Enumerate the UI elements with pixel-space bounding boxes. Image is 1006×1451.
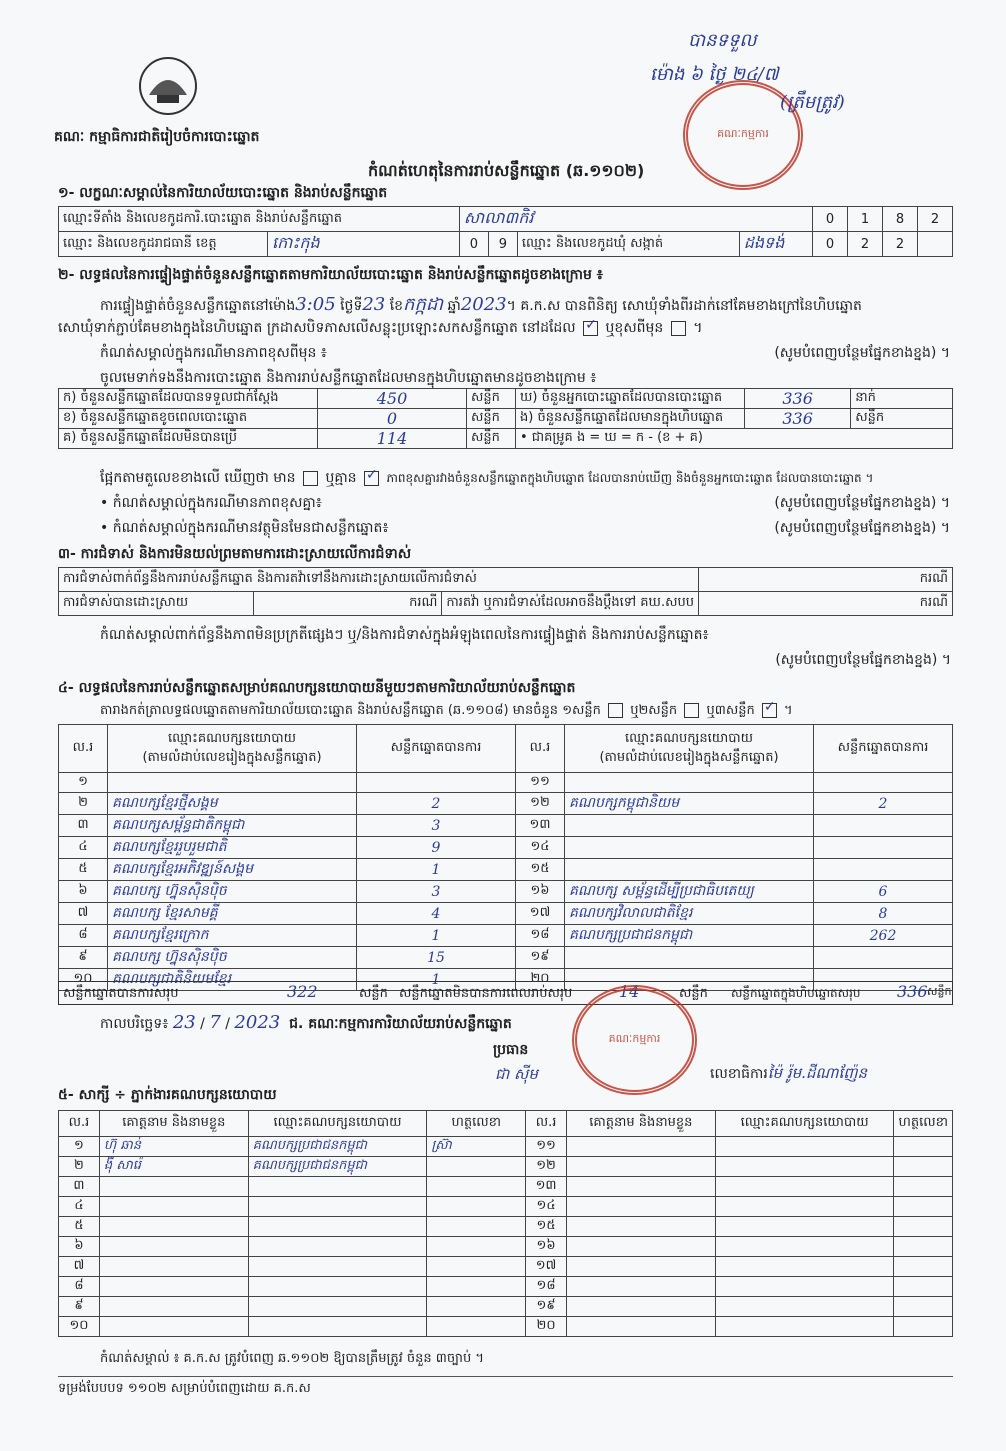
- same-checkbox[interactable]: [583, 321, 598, 336]
- col-votes-left: សន្លឹកឆ្នោតបានការ: [357, 725, 516, 773]
- compare-prefix: ផ្អែកតាមតួលេខខាងលើ ឃើញថា មាន: [100, 470, 296, 486]
- result-party: គណបក្ស ហ្វ៊ុនស៊ិនប៉ិច: [108, 881, 357, 903]
- witness-party: [248, 1297, 427, 1317]
- result-party: គណបក្សសម្ព័ន្ធជាតិកម្ពុជា: [108, 815, 357, 837]
- attach-three: ឬ៣សន្លឹក: [706, 703, 755, 718]
- col-party-left: [108, 725, 357, 773]
- result-party: គណបក្សខ្មែររួបរួមជាតិ: [108, 837, 357, 859]
- witness-no: ១៧: [526, 1257, 567, 1277]
- witness-name: ង៉ី សារ៉េ: [99, 1157, 248, 1177]
- witness-no: ១៤: [526, 1197, 567, 1217]
- spoiled-ballots-label: ខ) ចំនួនសន្លឹកឆ្នោតខូចពេលបោះឆ្នោត: [59, 409, 318, 429]
- witness-no: ៣: [59, 1177, 100, 1197]
- result-party: [565, 947, 814, 969]
- witness-signature: [427, 1257, 526, 1277]
- commune-code-1: 0: [813, 232, 848, 257]
- witness-name: [99, 1317, 248, 1337]
- witness-signature: [427, 1157, 526, 1177]
- table-row: [59, 1217, 953, 1237]
- col-party-left-sub: (តាមលំដាប់លេខរៀងក្នុងសន្លឹកឆ្នោត): [142, 749, 322, 765]
- col-no-left: ល.រ: [59, 725, 108, 773]
- results-table: [58, 724, 953, 991]
- witness-signature: [427, 1217, 526, 1237]
- witness-party: [248, 1277, 427, 1297]
- commune-label: ឈ្មោះ និងលេខកូដឃុំ សង្កាត់: [517, 232, 739, 257]
- location-value: សាលា៣កិវ: [459, 207, 812, 232]
- year-value: 2023: [460, 294, 507, 315]
- table-row: [59, 1277, 953, 1297]
- result-no: ១៩: [516, 947, 565, 969]
- witness-party: [715, 1297, 894, 1317]
- result-no: ៩: [59, 947, 108, 969]
- witness-name: [567, 1237, 716, 1257]
- witness-party: [248, 1237, 427, 1257]
- witness-name: [567, 1197, 716, 1217]
- witness-no: ២: [59, 1157, 100, 1177]
- box-ballots-label: ង) ចំនួនសន្លឹកឆ្នោតដែលមានក្នុងហិបឆ្នោត: [516, 409, 745, 429]
- total-invalid-value: 14: [619, 982, 640, 1001]
- witness-no: ១២: [526, 1157, 567, 1177]
- table-row: [59, 947, 953, 969]
- complaint-resolved-case: ករណី: [253, 592, 442, 616]
- bullet-foreign: [100, 518, 950, 539]
- witness-name: [99, 1177, 248, 1197]
- complaint-counting-label: ការជំទាស់ពាក់ព័ន្ធនឹងការរាប់សន្លឹកឆ្នោត និងការតវ៉ាទៅនឹងការដោះស្រាយលើការជំទាស់: [59, 568, 699, 592]
- witness-party: [248, 1177, 427, 1197]
- result-no: ១៧: [516, 903, 565, 925]
- result-no: ៦: [59, 881, 108, 903]
- result-no: ១៤: [516, 837, 565, 859]
- total-box-label: សន្លឹកឆ្នោតក្នុងហិបឆ្នោតសរុប: [731, 986, 861, 1000]
- table-row: [59, 1297, 953, 1317]
- w-col-party-right: ឈ្មោះគណបក្សនយោបាយ: [715, 1111, 894, 1137]
- table-row: [59, 1197, 953, 1217]
- witness-name: [567, 1297, 716, 1317]
- witness-table: [58, 1110, 953, 1337]
- fill-back-note-4: (សូមបំពេញបន្ថែមផ្នែកខាងខ្នង) ។: [775, 652, 951, 668]
- witness-signature: [894, 1197, 953, 1217]
- result-votes: [814, 947, 953, 969]
- official-stamp-top: គណៈកម្មការ: [683, 80, 803, 190]
- received-note-2: ម៉ោង ៦ ថ្ងៃ ២៤/៧: [650, 64, 779, 85]
- witness-party: [248, 1317, 427, 1337]
- witness-no: ៩: [59, 1297, 100, 1317]
- witness-no: ១៨: [526, 1277, 567, 1297]
- footer-divider: [58, 1376, 953, 1377]
- witness-name: [567, 1177, 716, 1197]
- w-col-name-left: គោត្តនាម និងនាមខ្លួន: [99, 1111, 248, 1137]
- unused-ballots-label: គ) ចំនួនសន្លឹកឆ្នោតដែលមិនបានប្រើ: [59, 429, 318, 449]
- witness-footnote: កំណត់សម្គាល់ ៖ គ.ក.ស ត្រូវបំពេញ ឆ.១១០២ ឱ្យបានត្រឹមត្រូវ ចំនួន ៣ច្បាប់ ។: [100, 1351, 484, 1366]
- witness-name: [567, 1317, 716, 1337]
- result-votes: 15: [357, 947, 516, 969]
- result-votes: 4: [357, 903, 516, 925]
- witness-name: [99, 1197, 248, 1217]
- result-no: ១១: [516, 773, 565, 793]
- total-valid-label: សន្លឹកឆ្នោតបានការសរុប: [63, 986, 179, 1001]
- spoiled-ballots-unit: សន្លឹក: [467, 409, 516, 429]
- witness-signature: [894, 1317, 953, 1337]
- result-votes: [814, 815, 953, 837]
- witness-no: ៨: [59, 1277, 100, 1297]
- col-party-right: [565, 725, 814, 773]
- table-row: [59, 859, 953, 881]
- has-difference-checkbox[interactable]: [303, 471, 318, 486]
- witness-no: ១៥: [526, 1217, 567, 1237]
- witness-party: [248, 1217, 427, 1237]
- commission-logo-icon: [135, 55, 201, 117]
- complaint-resolved-label: ការជំទាស់បានដោះស្រាយ: [59, 592, 254, 616]
- witness-no: ៦: [59, 1237, 100, 1257]
- w-col-sign-right: ហត្ថលេខា: [894, 1111, 953, 1137]
- result-no: ៥: [59, 859, 108, 881]
- w-col-no-right: ល.រ: [526, 1111, 567, 1137]
- table-row: [59, 773, 953, 793]
- result-party: [565, 815, 814, 837]
- witness-no: ៥: [59, 1217, 100, 1237]
- location-code-3: 8: [883, 207, 918, 232]
- result-party: គណបក្សប្រជាជនកម្ពុជា: [565, 925, 814, 947]
- result-no: ១០: [59, 969, 108, 991]
- attachment-line: តារាងកត់ត្រាលទ្ធផលឆ្នោតតាមការិយាល័យបោះឆ្នោត និងរាប់សន្លឹកឆ្នោត (ឆ.១១០៨) មានចំនួន ១សន្លឹក ឬ២សន្លឹក ឬ៣សន្លឹក ✓ ។: [100, 702, 793, 721]
- witness-party: [715, 1277, 894, 1297]
- no-difference-checkbox[interactable]: [364, 471, 379, 486]
- result-party: គណបក្សខ្មែរអភិវឌ្ឍន៍សង្គម: [108, 859, 357, 881]
- complaints-table: [58, 567, 953, 616]
- result-no: ១២: [516, 793, 565, 815]
- total-invalid-unit: សន្លឹក: [679, 986, 708, 1001]
- secretary-signature: ម៉ៃ រ៉ូម.ដីណាញ៉ែន: [767, 1064, 868, 1082]
- committee-label: ជ. គណៈកម្មការការិយាល័យរាប់សន្លឹកឆ្នោត: [289, 1016, 512, 1032]
- date-year: 2023: [234, 1012, 281, 1033]
- result-votes: 3: [357, 881, 516, 903]
- col-party-right-title: ឈ្មោះគណបក្សនយោបាយ: [625, 730, 753, 746]
- witness-signature: [427, 1277, 526, 1297]
- witness-signature: [894, 1237, 953, 1257]
- result-votes: [357, 773, 516, 793]
- col-no-right: ល.រ: [516, 725, 565, 773]
- result-votes: 2: [357, 793, 516, 815]
- ballot-count-table: [58, 388, 953, 449]
- result-party: គណបក្សកម្ពុជានិយម: [565, 793, 814, 815]
- commune-value: ដងទង់: [739, 232, 812, 257]
- witness-no: ១០: [59, 1317, 100, 1337]
- received-note-3: (ត្រឹមត្រូវ): [780, 92, 845, 113]
- witness-signature: [427, 1237, 526, 1257]
- year-label: ឆ្នាំ: [447, 298, 461, 314]
- witness-name: [99, 1217, 248, 1237]
- result-no: ១៣: [516, 815, 565, 837]
- witness-party: [715, 1157, 894, 1177]
- compare-or: ឬគ្មាន: [325, 470, 357, 486]
- attach-two: ឬ២សន្លឹក: [630, 703, 678, 718]
- witness-name: [567, 1217, 716, 1237]
- witness-name: [567, 1277, 716, 1297]
- witness-party: [715, 1197, 894, 1217]
- result-no: ៧: [59, 903, 108, 925]
- spoiled-ballots-value: 0: [318, 409, 467, 429]
- voters-label: ឃ) ចំនួនអ្នកបោះឆ្នោតដែលបានបោះឆ្នោត: [516, 389, 745, 409]
- result-party: គណបក្សខ្មែរថ្មីសង្គម: [108, 793, 357, 815]
- page-title: កំណត់ហេតុនៃការរាប់សន្លឹកឆ្នោត (ឆ.១១០២): [368, 161, 645, 180]
- month-label: ខែ: [389, 298, 404, 314]
- witness-signature: [894, 1177, 953, 1197]
- month-value: កក្កដា: [403, 294, 444, 315]
- fill-back-note-2: (សូមបំពេញបន្ថែមផ្នែកខាងខ្នង) ។: [774, 495, 950, 511]
- seal-line: សោឃុំទាក់ភ្ជាប់គែមខាងក្នុងនៃហិបឆ្នោត ក្រដាសបិទភាសលើសន្លុះប្រឡោះសកសន្លឹកឆ្នោត នៅដដែល ✓ ឬខុសពីមុន ។: [58, 318, 702, 339]
- witness-signature: [894, 1277, 953, 1297]
- total-invalid-label: សន្លឹកឆ្នោតមិនបានការពេលរាប់សរុប: [399, 986, 573, 1001]
- province-label: ឈ្មោះ និងលេខកូដរាជធានី ខេត្ត: [59, 232, 268, 257]
- or-changed-label: ឬខុសពីមុន: [605, 320, 664, 336]
- witness-party: [715, 1217, 894, 1237]
- time-value: 3:05: [295, 294, 336, 315]
- compare-rest: ភាពខុសគ្នារវាងចំនួនសន្លឹកឆ្នោតក្នុងហិបឆ្នោត ដែលបានរាប់ឃើញ និងចំនួនអ្នកបោះឆ្នោត ដែលបានបោះឆ្នោត ។: [386, 471, 874, 485]
- result-no: ១៨: [516, 925, 565, 947]
- witness-name: [567, 1137, 716, 1157]
- witness-party: [715, 1257, 894, 1277]
- witness-signature: [427, 1197, 526, 1217]
- secretary-label: លេខាធិការ: [710, 1066, 768, 1082]
- witness-party: [248, 1257, 427, 1277]
- witness-no: ១៩: [526, 1297, 567, 1317]
- seal-text: សោឃុំទាក់ភ្ជាប់គែមខាងក្នុងនៃហិបឆ្នោត ក្រដាសបិទភាសលើសន្លុះប្រឡោះសកសន្លឹកឆ្នោត នៅដដែល: [58, 320, 576, 336]
- result-party: គណបក្ស សម្ព័ន្ធដើម្បីប្រជាធិបតេយ្យ: [565, 881, 814, 903]
- witness-party: គណបក្សប្រជាជនកម្ពុជា: [248, 1137, 427, 1157]
- table-row: [59, 1177, 953, 1197]
- totals-row: [58, 981, 953, 1005]
- witness-party: [715, 1317, 894, 1337]
- witness-signature: [894, 1297, 953, 1317]
- province-value: កោះកុង: [268, 232, 460, 257]
- result-votes: 3: [357, 815, 516, 837]
- received-ballots-label: ក) ចំនួនសន្លឹកឆ្នោតដែលបានទទួលជាក់ស្តែង: [59, 389, 318, 409]
- result-party: [108, 773, 357, 793]
- commission-name: គណៈ កម្មាធិការជាតិរៀបចំការបោះឆ្នោត: [54, 129, 260, 145]
- location-code-2: 1: [848, 207, 883, 232]
- witness-party: គណបក្សប្រជាជនកម្ពុជា: [248, 1157, 427, 1177]
- voters-value: 336: [745, 389, 851, 409]
- w-col-name-right: គោត្តនាម និងនាមខ្លួន: [567, 1111, 716, 1137]
- section4-heading: ៤- លទ្ធផលនៃការរាប់សន្លឹកឆ្នោតសម្រាប់គណបក្សនយោបាយនីមួយៗតាមការិយាល័យរាប់សន្លឹកឆ្នោត: [58, 680, 576, 696]
- witness-signature: ស្រ៊ា: [427, 1137, 526, 1157]
- witness-signature: [894, 1157, 953, 1177]
- table-row: [59, 793, 953, 815]
- secretary-line: [710, 1064, 867, 1086]
- result-votes: 2: [814, 793, 953, 815]
- w-col-no-left: ល.រ: [59, 1111, 100, 1137]
- complaint-appeal-label: ការតវ៉ា ឬការជំទាស់ដែលអាចនឹងប្តឹងទៅ គឃ.សបប: [442, 592, 699, 616]
- result-party: [565, 859, 814, 881]
- result-party: គណបក្ស ហ្វ៊ុនស៊ិនប៉ិច: [108, 947, 357, 969]
- witness-signature: [427, 1177, 526, 1197]
- result-votes: 8: [814, 903, 953, 925]
- result-votes: [814, 773, 953, 793]
- table-row: [59, 1317, 953, 1337]
- line1-rest: ។ គ.ក.ស បានពិនិត្យ សោឃុំទាំងពីរដាក់នៅគែមខាងក្រៅនៃហិបឆ្នោត: [506, 298, 862, 314]
- two-sheet-checkbox[interactable]: [684, 703, 699, 718]
- col-party-left-title: ឈ្មោះគណបក្សនយោបាយ: [168, 730, 296, 746]
- footer-text: ទម្រង់បែបបទ ១១០២ សម្រាប់បំពេញដោយ គ.ក.ស: [58, 1381, 311, 1396]
- total-box-unit: សន្លឹក: [927, 985, 952, 998]
- emblem: [135, 55, 201, 117]
- date-month: 7: [209, 1012, 221, 1033]
- changed-checkbox[interactable]: [671, 321, 686, 336]
- witness-party: [715, 1137, 894, 1157]
- day-value: 23: [362, 294, 386, 315]
- received-ballots-unit: សន្លឹក: [467, 389, 516, 409]
- box-ballots-value: 336: [745, 409, 851, 429]
- data-intro: ចូលមេទាក់ទងនឹងការបោះឆ្នោត និងការរាប់សន្លឹកឆ្នោតដែលមានក្នុងហិបឆ្នោតមានដូចខាងក្រោម ៖: [100, 370, 597, 386]
- attach-prefix: តារាងកត់ត្រាលទ្ធផលឆ្នោតតាមការិយាល័យបោះឆ្នោត និងរាប់សន្លឹកឆ្នោត (ឆ.១១០៨) មានចំនួន ១សន្លឹក: [100, 703, 601, 718]
- one-sheet-checkbox[interactable]: [608, 703, 623, 718]
- col-party-right-sub: (តាមលំដាប់លេខរៀងក្នុងសន្លឹកឆ្នោត): [599, 749, 779, 765]
- table-row: [59, 837, 953, 859]
- result-votes: 6: [814, 881, 953, 903]
- three-sheet-checkbox[interactable]: [762, 703, 777, 718]
- section1-table: [58, 206, 953, 257]
- witness-party: [715, 1237, 894, 1257]
- received-note-1: បានទទួល: [688, 30, 757, 51]
- result-party: គណបក្សខ្មែរក្រោក: [108, 925, 357, 947]
- complaint-appeal-case: ករណី: [698, 592, 952, 616]
- bullet-difference-label: • កំណត់សម្គាល់ក្នុងករណីមានភាពខុសគ្នា៖: [100, 495, 322, 511]
- table-row: [59, 1237, 953, 1257]
- bullet-difference: [100, 493, 950, 514]
- witness-signature: [894, 1217, 953, 1237]
- difference-note-line: [100, 343, 950, 364]
- result-no: ៣: [59, 815, 108, 837]
- result-votes: [814, 837, 953, 859]
- section1-heading: ១- លក្ខណៈសម្គាល់នៃការិយាល័យបោះឆ្នោត និងរាប់សន្លឹកឆ្នោត: [58, 185, 388, 201]
- result-votes: 1: [357, 859, 516, 881]
- result-votes: 262: [814, 925, 953, 947]
- commune-code-3: 2: [883, 232, 918, 257]
- box-ballots-unit: សន្លឹក: [851, 409, 953, 429]
- result-no: ១៥: [516, 859, 565, 881]
- commune-code-2: 2: [848, 232, 883, 257]
- witness-no: ១: [59, 1137, 100, 1157]
- result-votes: 1: [357, 925, 516, 947]
- result-no: ២០: [516, 969, 565, 991]
- province-code-2: 9: [488, 232, 517, 257]
- witness-no: ១៦: [526, 1237, 567, 1257]
- section2-heading: ២- លទ្ធផលនៃការផ្ទៀងផ្ទាត់ចំនួនសន្លឹកឆ្នោតតាមការិយាល័យបោះឆ្នោត និងរាប់សន្លឹកឆ្នោតដូចខាងក្រោម ៖: [58, 267, 603, 283]
- w-col-sign-left: ហត្ថលេខា: [427, 1111, 526, 1137]
- total-box-value: 336: [897, 982, 928, 1001]
- location-code-1: 0: [813, 207, 848, 232]
- date-day: 23: [172, 1012, 196, 1033]
- unused-ballots-unit: សន្លឹក: [467, 429, 516, 449]
- unused-ballots-value: 114: [318, 429, 467, 449]
- section5-heading: ៥- សាក្សី ÷ ភ្នាក់ងារគណបក្សនយោបាយ: [58, 1087, 277, 1103]
- result-no: ៤: [59, 837, 108, 859]
- witness-name: [567, 1157, 716, 1177]
- comparison-line: [100, 468, 873, 489]
- date-label: កាលបរិច្ឆេទ៖: [100, 1016, 169, 1032]
- result-no: ៨: [59, 925, 108, 947]
- witness-no: ២០: [526, 1317, 567, 1337]
- witness-signature: [427, 1297, 526, 1317]
- result-no: ១៦: [516, 881, 565, 903]
- table-row: [59, 1157, 953, 1177]
- chair-signature: ជា ស៊ីម: [495, 1065, 538, 1083]
- verification-time-line: [100, 292, 862, 319]
- witness-no: ៧: [59, 1257, 100, 1277]
- day-label: ថ្ងៃទី: [340, 298, 363, 314]
- section3-heading: ៣- ការជំទាស់ និងការមិនយល់ព្រមតាមការដោះស្រាយលើការជំទាស់: [58, 546, 412, 562]
- fill-back-note-3: (សូមបំពេញបន្ថែមផ្នែកខាងខ្នង) ។: [774, 520, 950, 536]
- formula: • ជាគម្រូគ ង = ឃ = ក - (ខ + គ): [516, 429, 953, 449]
- witness-signature: [427, 1317, 526, 1337]
- result-party: [565, 837, 814, 859]
- witness-name: [99, 1297, 248, 1317]
- voters-unit: នាក់: [851, 389, 953, 409]
- table-row: [59, 881, 953, 903]
- difference-note-label: កំណត់សម្គាល់ក្នុងករណីមានភាពខុសពីមុន ៖: [100, 345, 327, 361]
- witness-no: ១១: [526, 1137, 567, 1157]
- result-votes: [814, 859, 953, 881]
- chair-label: ប្រធាន: [493, 1042, 529, 1058]
- witness-name: [99, 1237, 248, 1257]
- result-party: គណបក្សជាតិនិយមខ្មែរ: [108, 969, 357, 991]
- time-prefix: ការផ្ទៀងផ្ទាត់ចំនួនសន្លឹកឆ្នោតនៅម៉ោង: [100, 298, 296, 314]
- result-party: [565, 773, 814, 793]
- result-votes: 9: [357, 837, 516, 859]
- complaint-counting-case: ករណី: [698, 568, 952, 592]
- bullet-foreign-label: • កំណត់សម្គាល់ក្នុងករណីមានវត្ថុមិនមែនជាសន្លឹកឆ្នោត៖: [100, 520, 389, 536]
- w-col-party-left: ឈ្មោះគណបក្សនយោបាយ: [248, 1111, 427, 1137]
- province-code-1: 0: [459, 232, 488, 257]
- location-label: ឈ្មោះទីតាំង និងលេខកូដការិ.បោះឆ្នោត និងរាប់សន្លឹកឆ្នោត: [59, 207, 460, 232]
- table-row: [59, 1257, 953, 1277]
- witness-signature: [894, 1257, 953, 1277]
- col-votes-right: សន្លឹកឆ្នោតបានការ: [814, 725, 953, 773]
- witness-party: [715, 1177, 894, 1197]
- result-no: ២: [59, 793, 108, 815]
- result-no: ១: [59, 773, 108, 793]
- witness-name: [99, 1257, 248, 1277]
- result-party: គណបក្សវិលាលជាតិខ្មែរ: [565, 903, 814, 925]
- result-party: គណបក្ស ខ្មែរសាមគ្គី: [108, 903, 357, 925]
- witness-no: ៤: [59, 1197, 100, 1217]
- table-row: [59, 903, 953, 925]
- fill-back-note-1: (សូមបំពេញបន្ថែមផ្នែកខាងខ្នង) ។: [774, 345, 950, 361]
- total-valid-value: 322: [287, 982, 318, 1001]
- location-code-4: 2: [918, 207, 953, 232]
- witness-name: [99, 1277, 248, 1297]
- official-stamp-bottom: គណៈកម្មការ: [572, 985, 697, 1095]
- table-row: [59, 815, 953, 837]
- witness-name: [567, 1257, 716, 1277]
- table-row: [59, 925, 953, 947]
- result-votes: 1: [357, 969, 516, 991]
- irregularities-note: កំណត់សម្គាល់ពាក់ព័ន្ធនឹងភាពមិនប្រក្រតីផ្សេងៗ ឬ/និងការជំទាស់ក្នុងអំឡុងពេលនៃការផ្ទៀងផ្ទាត់ និងការរាប់សន្លឹកឆ្នោត៖: [100, 627, 709, 643]
- table-row: [59, 1137, 953, 1157]
- date-line: កាលបរិច្ឆេទ៖ 23 / 7 / 2023 ជ. គណៈកម្មការការិយាល័យរាប់សន្លឹកឆ្នោត: [100, 1012, 512, 1033]
- witness-no: ១៣: [526, 1177, 567, 1197]
- received-ballots-value: 450: [318, 389, 467, 409]
- total-valid-unit: សន្លឹក: [359, 986, 388, 1001]
- witness-signature: [894, 1137, 953, 1157]
- witness-name: ហ៊ុ ឆាន់: [99, 1137, 248, 1157]
- witness-party: [248, 1197, 427, 1217]
